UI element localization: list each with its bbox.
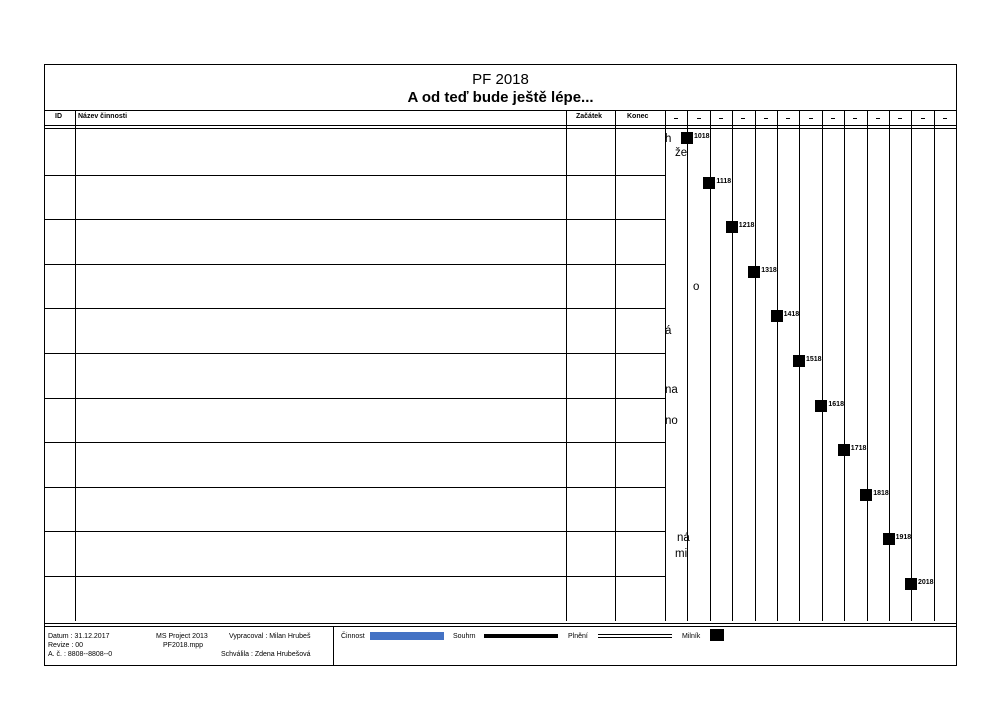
legend-task-bar [370,632,444,640]
footer-app: MS Project 2013 [156,633,208,640]
legend-milestone-label: Milník [682,633,701,640]
row-name [78,488,566,531]
milestone-icon [815,400,827,412]
overflow-fragment: ná [677,532,690,545]
timeline-line [665,110,666,621]
timeline-tick [921,118,925,119]
milestone-label: 1618 [828,400,844,408]
milestone-label: 1418 [783,311,800,319]
header-top-line [45,110,956,111]
milestone-icon [905,578,917,590]
legend-summary-bar [484,634,558,638]
row-name [78,131,566,174]
milestone-icon [838,444,850,456]
row-name [78,399,566,442]
col-header-start: Začátek [576,113,603,120]
overflow-fragment: o [693,280,700,293]
table-row[interactable] [45,264,665,309]
timeline-line [956,110,957,621]
timeline-line [822,110,823,621]
row-name [78,443,566,486]
row-name [78,176,566,219]
milestone-icon [748,266,760,278]
timeline-line [755,110,756,621]
timeline-tick [674,118,678,119]
milestone-label: 1218 [738,222,755,230]
milestone-icon [726,221,738,233]
title-line-2: A od teď bude ještě lépe... [407,89,594,106]
timeline-tick [898,118,902,119]
timeline-line [934,110,935,621]
legend-summary-label: Souhrn [453,633,476,640]
overflow-fragment: h [665,133,672,145]
row-name [78,354,566,397]
table-row[interactable] [45,175,665,220]
milestone-icon [860,489,872,501]
milestone-icon [883,533,895,545]
timeline-line [844,110,845,621]
title-line-1: PF 2018 [472,71,529,88]
table-row[interactable] [45,487,665,532]
header-bottom-line [45,125,956,126]
overflow-fragment: mi [675,548,688,561]
timeline-line [911,110,912,621]
row-name [78,220,566,263]
table-row[interactable] [45,442,665,487]
timeline-tick [741,118,745,119]
timeline-line [777,110,778,621]
table-row[interactable] [45,130,665,175]
legend-task-label: Činnost [341,633,365,640]
timeline-tick [809,118,813,119]
row-name [78,265,566,308]
table-row[interactable] [45,353,665,398]
overflow-fragment: á [665,325,672,338]
milestone-label: 1918 [895,534,912,542]
title-block [45,65,956,109]
timeline-tick [876,118,880,119]
milestone-icon [681,132,693,144]
timeline-tick [764,118,768,119]
timeline-line [732,110,733,621]
row-name [78,577,566,620]
footer-revision: Revize : 00 [48,642,84,649]
milestone-label: 1018 [694,133,710,140]
milestone-icon [703,177,715,189]
footer-approver: Schválila : Zdena Hrubešová [221,651,311,658]
row-name [78,532,566,575]
footer-divider [333,626,334,665]
footer-date: Datum : 31.12.2017 [48,633,110,640]
table-row[interactable] [45,531,665,576]
col-header-name: Název činnosti [78,113,128,120]
table-row[interactable] [45,308,665,353]
footer-top-line [45,623,956,624]
footer-top-line-2 [45,626,956,627]
table-row[interactable] [45,398,665,443]
overflow-fragment: no [665,414,678,427]
timeline-tick [853,118,857,119]
footer-file: PF2018.mpp [163,642,204,649]
timeline-tick [697,118,701,119]
milestone-icon [793,355,805,367]
milestone-label: 1818 [873,489,889,497]
legend-progress-bar [598,634,672,638]
col-header-end: Konec [627,113,649,120]
timeline-tick [719,118,723,119]
timeline-line [867,110,868,621]
timeline-tick [943,118,947,119]
table-row[interactable] [45,576,665,621]
gantt-sheet [44,64,957,666]
footer-ae: A. č. : 8808--8808--0 [48,651,113,658]
timeline-tick [786,118,790,119]
milestone-label: 1118 [716,177,732,185]
col-header-id: ID [55,113,62,120]
milestone-label: 2018 [918,579,934,586]
legend-milestone-icon [710,629,724,641]
footer-author: Vypracoval : Milan Hrubeš [229,633,311,640]
timeline-tick [831,118,835,119]
milestone-label: 1718 [850,445,867,453]
row-name [78,309,566,352]
legend-progress-label: Plnění [568,633,588,640]
milestone-label: 1518 [806,356,822,363]
overflow-fragment: že [675,147,688,159]
header-bottom-line-2 [45,128,956,129]
overflow-fragment: na [665,384,678,396]
milestone-icon [771,310,783,322]
table-row[interactable] [45,219,665,264]
milestone-label: 1318 [761,266,777,274]
